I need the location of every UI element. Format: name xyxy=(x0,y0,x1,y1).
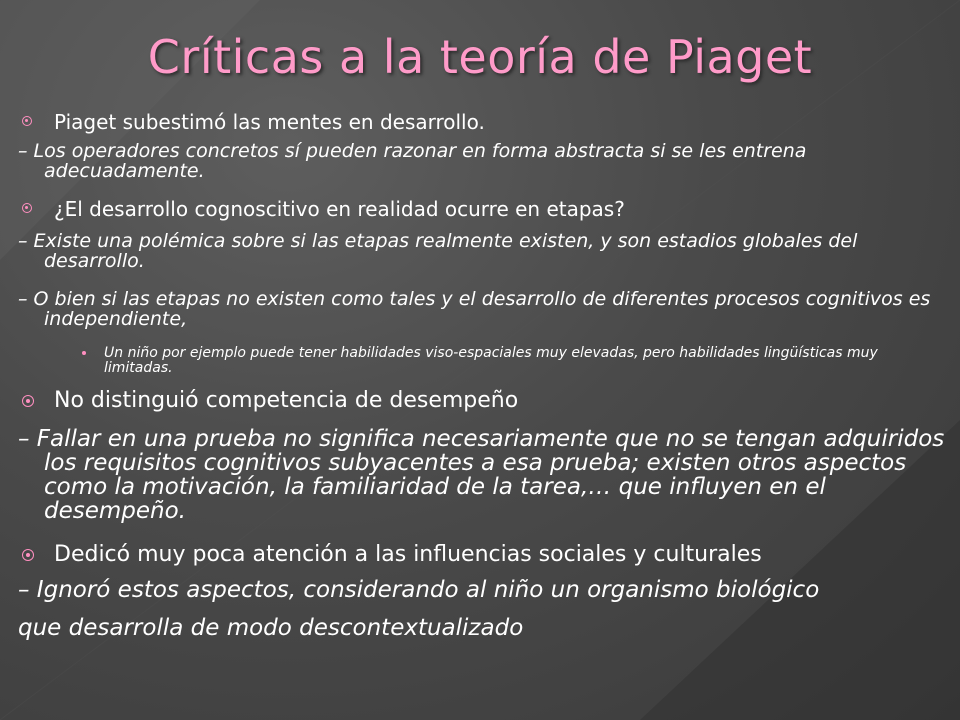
dash-text: – Fallar en una prueba no significa necesariamente que no se tengan adquiridos los requisitos cognitivos subyacentes a esa prueba; existen otros aspectos como la motivación, la familiaridad de la tarea,… que influyen en el desempeño. xyxy=(18,426,945,524)
small-dot-bullet-icon xyxy=(82,351,86,355)
dash-text: – Existe una polémica sobre si las etapas realmente existen, y son estadios globales del desarrollo. xyxy=(18,230,858,272)
dash-item-continuation xyxy=(18,616,948,640)
dash-text: – Los operadores concretos sí pueden razonar en forma abstracta si se les entrena adecuadamente. xyxy=(18,140,807,182)
dash-text: – Ignoró estos aspectos, considerando al niño un organismo biológico xyxy=(18,577,820,603)
circle-dot-bullet-icon xyxy=(22,395,34,407)
bullet-item xyxy=(22,541,762,569)
circle-dot-bullet-icon xyxy=(22,549,34,561)
bullet-text: ¿El desarrollo cognoscitivo en realidad ocurre en etapas? xyxy=(54,197,625,221)
dash-item xyxy=(18,231,948,271)
sub-bullet-text: Un niño por ejemplo puede tener habilidades viso-espaciales muy elevadas, pero habilidades lingüísticas muy limitadas. xyxy=(104,345,878,376)
sub-bullet-item xyxy=(82,346,882,376)
dash-text: – O bien si las etapas no existen como tales y el desarrollo de diferentes procesos cognitivos es independiente, xyxy=(18,288,931,330)
dash-item xyxy=(18,578,948,602)
dash-item xyxy=(18,289,948,329)
bullet-item xyxy=(22,387,518,415)
circle-dot-bullet-icon xyxy=(22,116,32,126)
dash-text: que desarrolla de modo descontextualizado xyxy=(18,615,524,641)
bullet-item xyxy=(22,197,625,221)
bullet-text: Dedicó muy poca atención a las influencias sociales y culturales xyxy=(54,542,762,567)
bullet-item xyxy=(22,110,485,134)
dash-item xyxy=(18,141,948,181)
slide-title: Críticas a la teoría de Piaget xyxy=(147,30,813,84)
dash-item xyxy=(18,427,948,523)
bullet-text: No distinguió competencia de desempeño xyxy=(54,388,519,413)
circle-dot-bullet-icon xyxy=(22,203,32,213)
bullet-text: Piaget subestimó las mentes en desarrollo. xyxy=(54,110,485,134)
